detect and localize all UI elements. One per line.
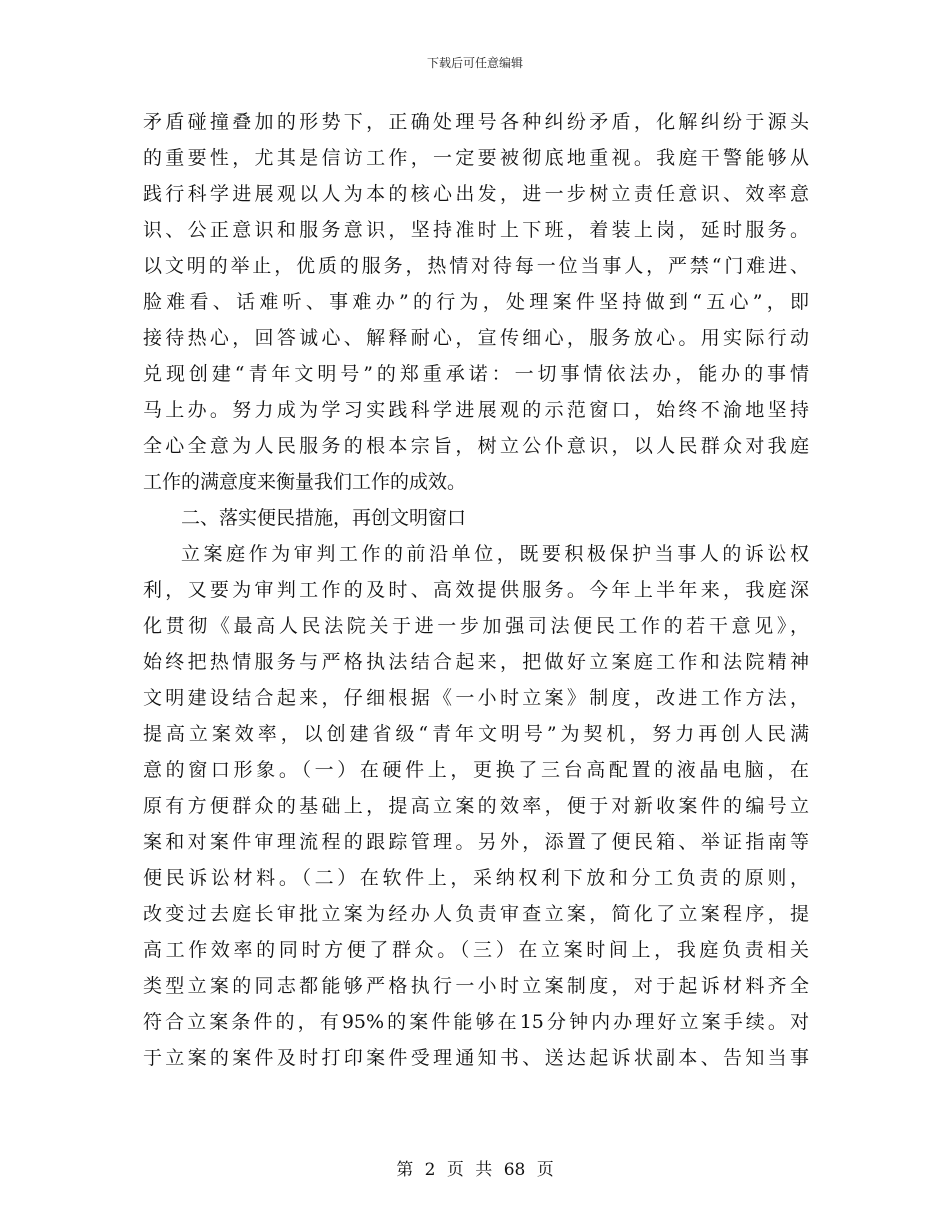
page-number-footer: 第 2 页 共 68 页: [396, 1160, 554, 1180]
text-line: 全心全意为人民服务的根本宗旨，树立公仆意识，以人民群众对我庭: [143, 435, 809, 457]
document-body: [143, 104, 809, 1076]
text-line: 文明建设结合起来，仔细根据《一小时立案》制度，改进工作方法，: [143, 687, 809, 709]
text-line: 化贯彻《最高人民法院关于进一步加强司法便民工作的若干意见》，: [143, 615, 809, 637]
text-line: 改变过去庭长审批立案为经办人负责审查立案，简化了立案程序，提: [143, 903, 809, 925]
text-line: 案和对案件审理流程的跟踪管理。另外，添置了便民箱、举证指南等: [143, 831, 809, 853]
text-line: 的重要性，尤其是信访工作，一定要被彻底地重视。我庭干警能够从: [143, 147, 809, 169]
text-line: 矛盾碰撞叠加的形势下，正确处理号各种纠纷矛盾，化解纠纷于源头: [143, 111, 809, 133]
text-line: 于立案的案件及时打印案件受理通知书、送达起诉状副本、告知当事: [143, 1047, 809, 1069]
text-line: 马上办。努力成为学习实践科学进展观的示范窗口，始终不渝地坚持: [143, 399, 809, 421]
section-heading: 二、落实便民措施，再创文明窗口: [181, 507, 467, 529]
text-line: 高工作效率的同时方便了群众。（三）在立案时间上，我庭负责相关: [143, 939, 809, 961]
text-line: 践行科学进展观以人为本的核心出发，进一步树立责任意识、效率意: [143, 183, 809, 205]
text-line: 接待热心，回答诚心、解释耐心，宣传细心，服务放心。用实际行动: [143, 327, 809, 349]
text-line: 类型立案的同志都能够严格执行一小时立案制度，对于起诉材料齐全: [143, 975, 809, 997]
text-line: 立案庭作为审判工作的前沿单位，既要积极保护当事人的诉讼权: [181, 543, 809, 565]
text-line: 符合立案条件的，有95%的案件能够在15分钟内办理好立案手续。对: [143, 1011, 809, 1033]
text-line: 意的窗口形象。（一）在硬件上，更换了三台高配置的液晶电脑，在: [143, 759, 809, 781]
text-line: 始终把热情服务与严格执法结合起来，把做好立案庭工作和法院精神: [143, 651, 809, 673]
text-line: 识、公正意识和服务意识，坚持准时上下班，着装上岗，延时服务。: [143, 219, 809, 241]
text-line: 利，又要为审判工作的及时、高效提供服务。今年上半年来，我庭深: [143, 579, 809, 601]
text-line: 工作的满意度来衡量我们工作的成效。: [143, 471, 467, 493]
text-line: 脸难看、话难听、事难办”的行为，处理案件坚持做到“五心”，即: [143, 291, 809, 313]
text-line: 便民诉讼材料。（二）在软件上，采纳权利下放和分工负责的原则，: [143, 867, 809, 889]
paragraph-1: [143, 104, 809, 500]
text-line: 原有方便群众的基础上，提高立案的效率，便于对新收案件的编号立: [143, 795, 809, 817]
text-line: 提高立案效率，以创建省级“青年文明号”为契机，努力再创人民满: [143, 723, 809, 745]
page-header: 下载后可任意编辑: [426, 56, 523, 70]
text-line: 以文明的举止，优质的服务，热情对待每一位当事人，严禁“门难进、: [143, 255, 809, 277]
text-line: 兑现创建“青年文明号”的郑重承诺：一切事情依法办，能办的事情: [143, 363, 809, 385]
paragraph-2: [143, 536, 809, 1076]
